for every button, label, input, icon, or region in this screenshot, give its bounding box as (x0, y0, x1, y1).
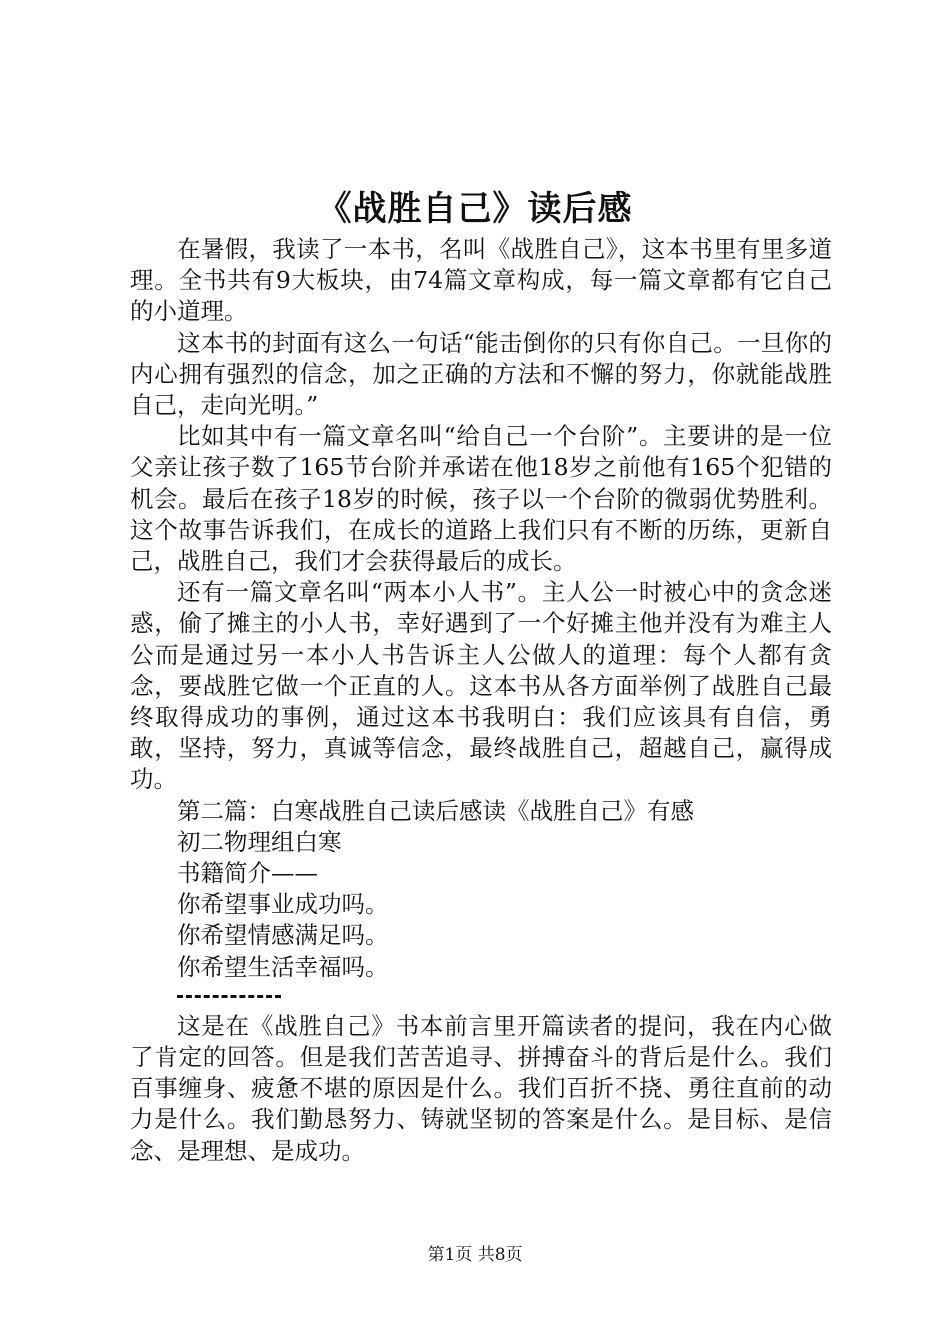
paragraph-2: 这本书的封面有这么一句话“能击倒你的只有你自己。一旦你的内心拥有强烈的信念，加之正确的方法和不懈的努力，你就能战胜自己，走向光明。” (130, 328, 832, 420)
paragraph-4: 还有一篇文章名叫“两本小人书”。主人公一时被心中的贪念迷惑，偷了摊主的小人书，幸好遇到了一个好摊主他并没有为难主人公而是通过另一本小人书告诉主人公做人的道理：每个人都有贪念，要战胜它做一个正直的人。这本书从各方面举例了战胜自己最终取得成功的事例，通过这本书我明白：我们应该具有自信，勇敢，坚持，努力，真诚等信念，最终战胜自己，超越自己，赢得成功。 (130, 578, 832, 794)
question-line-1: 你希望事业成功吗。 (177, 890, 389, 919)
closing-paragraph: 这是在《战胜自己》书本前言里开篇读者的提问，我在内心做了肯定的回答。但是我们苦苦追寻、拼搏奋斗的背后是什么。我们百事缠身、疲惫不堪的原因是什么。我们百折不挠、勇往直前的动力是什么。我们勤恳努力、铸就坚韧的答案是什么。是目标、是信念、是理想、是成功。 (130, 1011, 832, 1165)
page-number: 第1页 共8页 (427, 1245, 523, 1265)
dashed-divider (177, 987, 832, 1007)
question-line-2: 你希望情感满足吗。 (177, 921, 389, 950)
question-line-3: 你希望生活幸福吗。 (177, 952, 389, 981)
paragraph-1: 在暑假，我读了一本书，名叫《战胜自己》，这本书里有里多道理。全书共有9大板块，由74篇文章构成，每一篇文章都有它自己的小道理。 (130, 235, 832, 326)
section-heading: 第二篇：白寒战胜自己读后感读《战胜自己》有感 (177, 796, 694, 825)
book-intro-heading: 书籍简介—— (177, 859, 318, 888)
document-body (130, 234, 832, 1167)
page-title: 《战胜自己》读后感 (317, 189, 633, 229)
author-line: 初二物理组白寒 (177, 827, 342, 856)
paragraph-3: 比如其中有一篇文章名叫“给自己一个台阶”。主要讲的是一位父亲让孩子数了165节台阶并承诺在他18岁之前他有165个犯错的机会。最后在孩子18岁的时候，孩子以一个台阶的微弱优势胜利。这个故事告诉我们，在成长的道路上我们只有不断的历练，更新自己，战胜自己，我们才会获得最后的成长。 (130, 422, 832, 576)
